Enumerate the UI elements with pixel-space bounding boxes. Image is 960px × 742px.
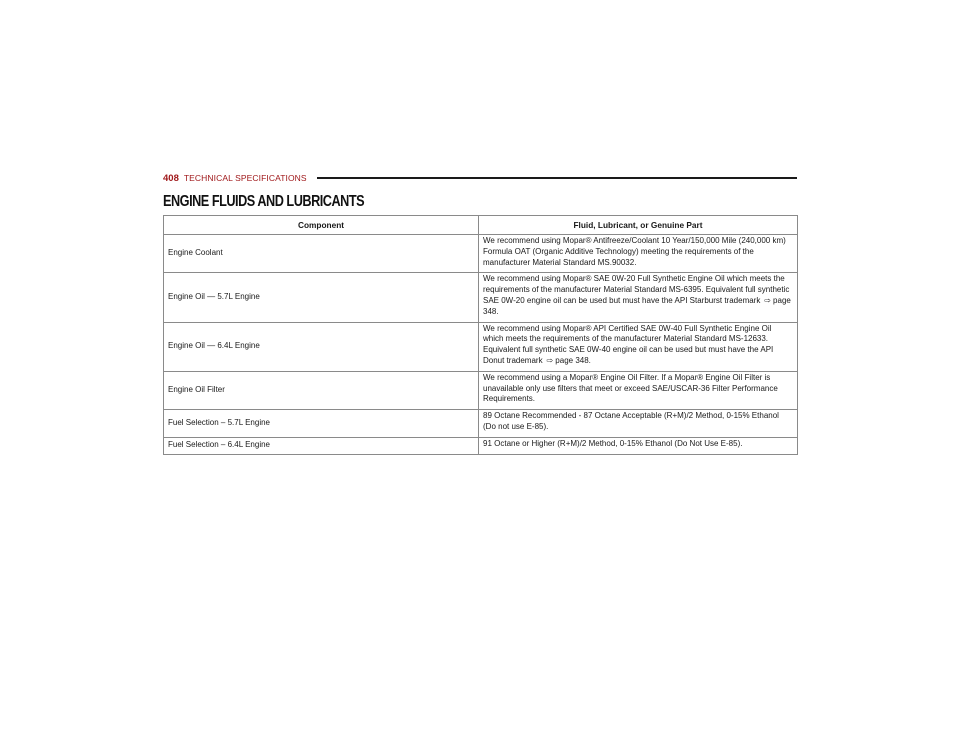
component-cell: Fuel Selection – 6.4L Engine <box>164 437 479 454</box>
table-row <box>164 273 798 322</box>
fluids-table <box>163 215 798 455</box>
page-ref-link[interactable]: page 348. <box>555 355 591 365</box>
component-cell: Engine Oil Filter <box>164 371 479 409</box>
fluid-cell <box>479 322 798 371</box>
page-number: 408 <box>163 172 179 184</box>
component-cell: Engine Oil — 5.7L Engine <box>164 273 479 322</box>
fluid-cell: 91 Octane or Higher (R+M)/2 Method, 0-15% Ethanol (Do Not Use E-85). <box>479 437 798 454</box>
page-title: ENGINE FLUIDS AND LUBRICANTS <box>163 193 365 210</box>
column-header-component: Component <box>164 216 479 235</box>
table-row <box>164 322 798 371</box>
header-rule <box>317 177 797 180</box>
fluid-text: We recommend using Mopar® API Certified SAE 0W-40 Full Synthetic Engine Oil which meets the requirements of the manufacturer Material Standard MS-12633. Equivalent full synthetic SAE 0W-40 engine oil can be used but must have the API Donut trademark <box>483 323 774 365</box>
fluid-cell: We recommend using Mopar® Antifreeze/Coolant 10 Year/150,000 Mile (240,000 km) Formula OAT (Organic Additive Technology) meeting the requirements of the manufacturer Material Standard MS.90032. <box>479 235 798 273</box>
fluid-cell <box>479 273 798 322</box>
table-row <box>164 410 798 438</box>
section-title: TECHNICAL SPECIFICATIONS <box>183 173 307 183</box>
table-row <box>164 371 798 409</box>
component-cell: Fuel Selection – 5.7L Engine <box>164 410 479 438</box>
column-header-fluid: Fluid, Lubricant, or Genuine Part <box>479 216 798 235</box>
table-row <box>164 235 798 273</box>
table-row <box>164 437 798 454</box>
fluid-cell: 89 Octane Recommended - 87 Octane Acceptable (R+M)/2 Method, 0-15% Ethanol (Do not use E-85). <box>479 410 798 438</box>
component-cell: Engine Oil — 6.4L Engine <box>164 322 479 371</box>
fluid-cell: We recommend using a Mopar® Engine Oil Filter. If a Mopar® Engine Oil Filter is unavailable only use filters that meet or exceed SAE/USCAR-36 Filter Performance Requirements. <box>479 371 798 409</box>
component-cell: Engine Coolant <box>164 235 479 273</box>
table-header-row <box>164 216 798 235</box>
page-ref-arrow-icon: ⇨ <box>764 295 772 305</box>
fluid-text: We recommend using Mopar® SAE 0W-20 Full Synthetic Engine Oil which meets the requirements of the manufacturer Material Standard MS-6395. Equivalent full synthetic SAE 0W-20 engine oil can be used but must have the API Starburst trademark <box>483 274 790 305</box>
page-ref-arrow-icon: ⇨ <box>546 355 554 365</box>
page-ref-link[interactable]: page 348. <box>483 295 791 316</box>
page-header <box>163 171 797 185</box>
